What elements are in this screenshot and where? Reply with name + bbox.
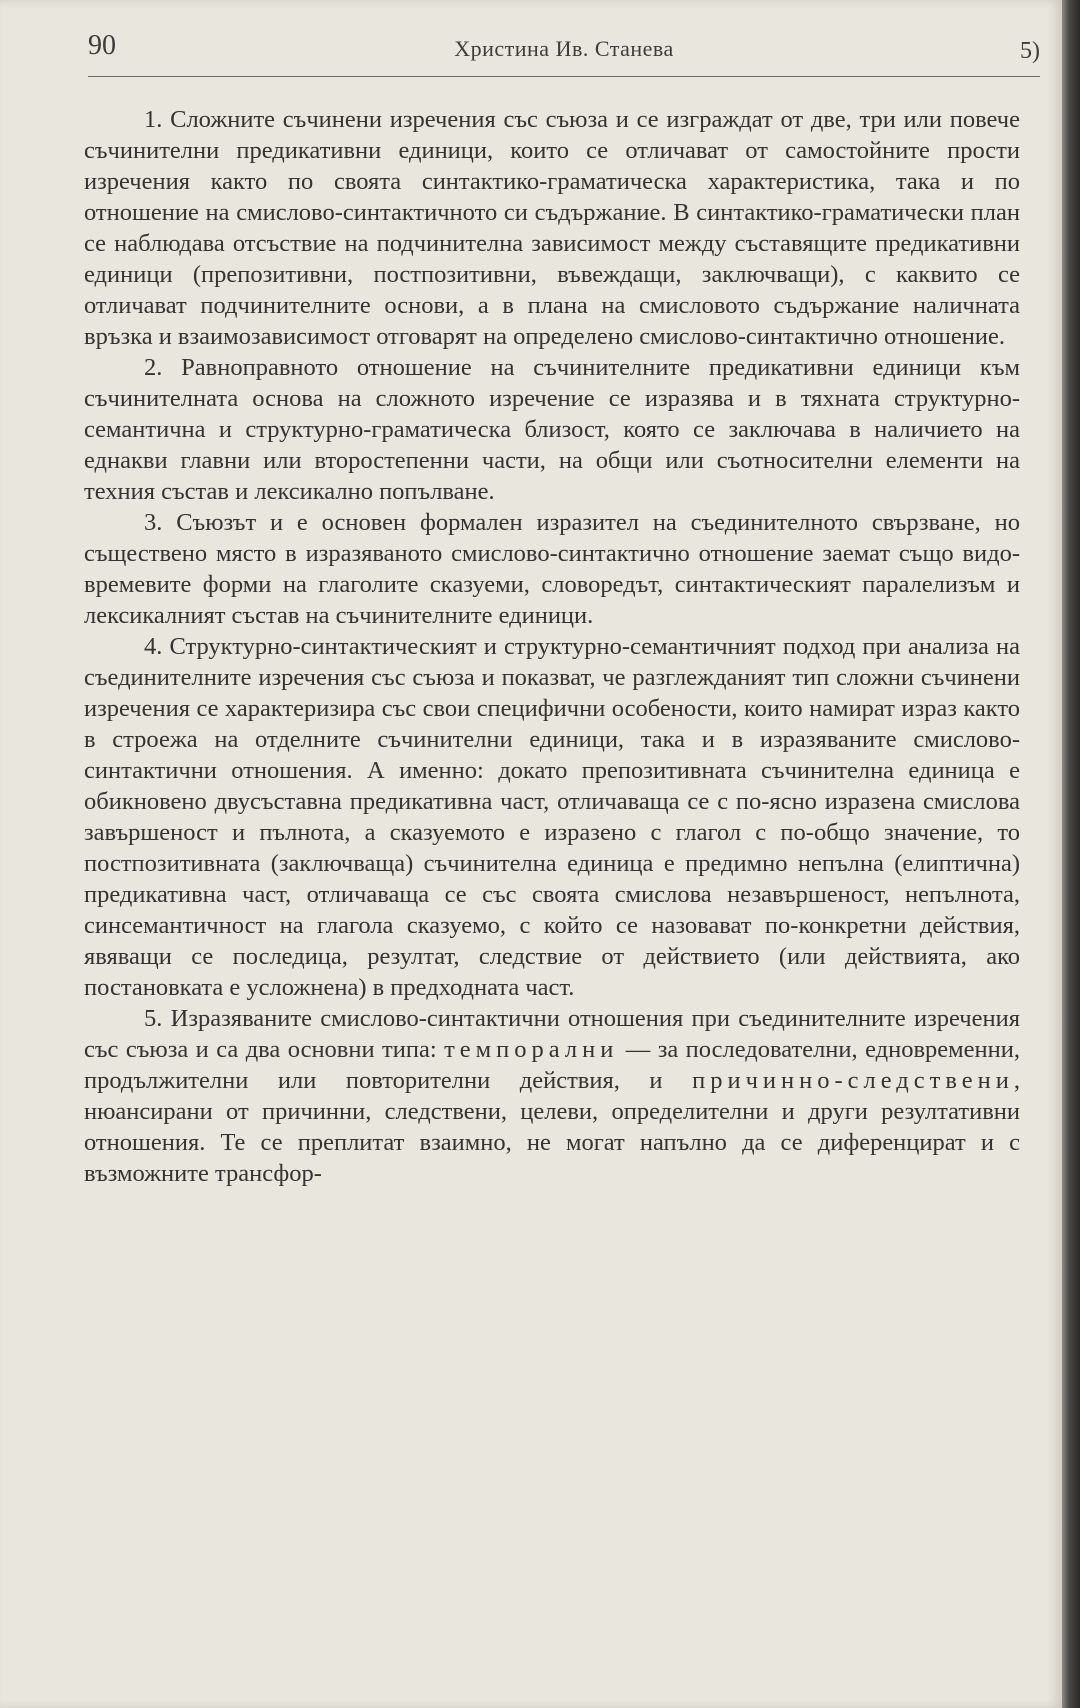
- body-text: [84, 104, 1020, 1189]
- paragraph-3: 3. Съюзът и е основен формален изразител на съединителното свързване, но съществено място в изразяваното смислово-синтактично отношение заемат също видо-времевите форми на глаголите сказуеми, словоредът, синтактическият паралелизъм и лексикалният състав на съчинителните единици.: [84, 509, 1020, 629]
- term-temporal: темпорални: [444, 1036, 619, 1063]
- paragraph-2: 2. Равноправното отношение на съчинителните предикативни единици към съчинителната основа на сложното изречение се изразява и в тяхната структурно-семантична и структурно-граматическа близост, която се заключава в наличието на еднакви главни или второстепенни части, на общи или съотносителни елементи на техния състав и лексикално попълване.: [84, 354, 1020, 505]
- page-number: 90: [88, 30, 116, 61]
- paragraph-4: 4. Структурно-синтактическият и структурно-семантичният подход при анализа на съединителните изречения със съюза и показват, че разглежданият тип сложни съчинени изречения се характеризира със свои специфични особености, които намират израз както в строежа на отделните съчинителни единици, така и в изразяваните смислово-синтактични отношения. А именно: докато препозитивната съчинителна единица е обикновено двусъставна предикативна част, отличаваща се с по-ясно изразена смислова завършеност и пълнота, а сказуемото е изразено с глагол с по-общо значение, то постпозитивната (заключваща) съчинителна единица е предимно непълна (елиптична) предикативна част, отличаваща се със своята смислова незавършеност, непълнота, синсемантичност на глагола сказуемо, с който се назовават по-конкретни действия, явяващи се последица, резултат, следствие от действието (или действията, ако постановката е усложнена) в предходната част.: [84, 633, 1020, 1001]
- running-title: Христина Ив. Станева: [454, 36, 674, 61]
- paragraph-5-part-2: — за последователни, едновременни, продължителни или повторителни действия, и: [84, 1036, 1020, 1094]
- term-causal: причинно-следствени: [692, 1067, 1014, 1094]
- paragraph-5-part-3: , нюансирани от причинни, следствени, целеви, определителни и други резултативни отношения. Те се преплитат взаимно, не могат напълно да се диференцират и с възможните трансфор-: [84, 1067, 1020, 1187]
- page-header: [88, 30, 1040, 74]
- paragraph-5-part-1: 5. Изразяваните смислово-синтактични отношения при съединителните изречения със съюза и са два основни типа:: [84, 1005, 1020, 1063]
- book-spine: [1062, 0, 1080, 1708]
- paragraph-5: [84, 1003, 1020, 1189]
- paragraph-1: 1. Сложните съчинени изречения със съюза и се изграждат от две, три или повече съчинителни предикативни единици, които се отличават от самостойните прости изречения както по своята синтактико-граматическа характеристика, така и по отношение на смислово-синтактичното си съдържание. В синтактико-граматически план се наблюдава отсъствие на подчинителна зависимост между съставящите предикативни единици (препозитивни, постпозитивни, въвеждащи, заключващи), с каквито се отличават подчинителните основи, а в плана на смисловото съдържание наличната връзка и взаимозависимост отговарят на определено смислово-синтактично отношение.: [84, 106, 1020, 350]
- header-rule: [88, 76, 1040, 77]
- page-reference: 5): [1020, 38, 1040, 64]
